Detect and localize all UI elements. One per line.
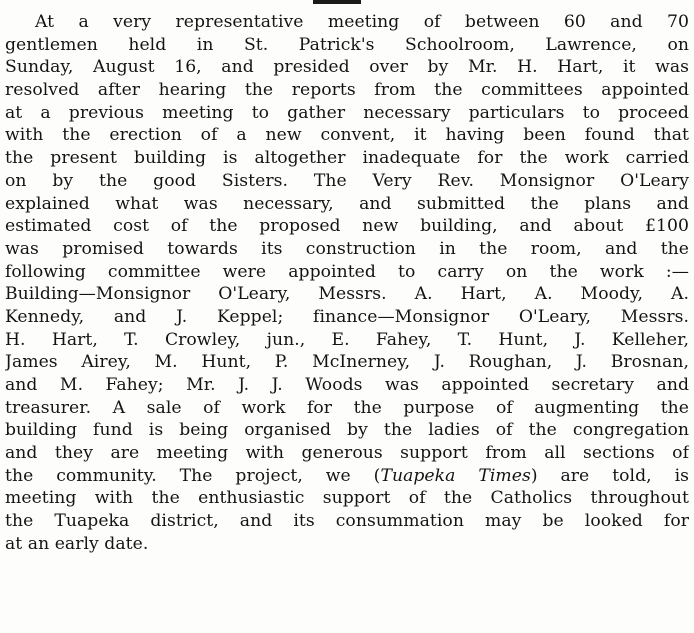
article-body [5, 11, 689, 556]
article-line: at a previous meeting to gather necessary particulars to proceed [5, 102, 689, 123]
article-line: At a very representative meeting of between 60 and 70 [35, 12, 689, 32]
article-line: on by the good Sisters. The Very Rev. Monsignor O'Leary [5, 170, 689, 191]
article-line: and M. Fahey; Mr. J. J. Woods was appointed secretary and [5, 375, 689, 395]
article-line: estimated cost of the proposed new building, and about £100 [5, 216, 689, 237]
article-line: resolved after hearing the reports from the committees appointed [5, 80, 689, 101]
article-line: treasurer. A sale of work for the purpose of augmenting the [5, 397, 689, 418]
article-line: the community. The project, we (Tuapeka Times) are told, is [5, 465, 689, 486]
article-line: at an early date. [5, 533, 149, 554]
article-line: gentlemen held in St. Patrick's Schoolroom, Lawrence, on [5, 34, 689, 55]
article-line: Kennedy, and J. Keppel; finance—Monsignor O'Leary, Messrs. [5, 306, 689, 327]
article-line: meeting with the enthusiastic support of the Catholics throughout [5, 488, 689, 509]
article-line: Building—Monsignor O'Leary, Messrs. A. Hart, A. Moody, A. [5, 284, 689, 305]
article-line: building fund is being organised by the ladies of the congregation [5, 420, 689, 441]
article-line: the Tuapeka district, and its consummation may be looked for [5, 511, 689, 532]
publication-name: Tuapeka Times [380, 465, 531, 486]
article-line: James Airey, M. Hunt, P. McInerney, J. Roughan, J. Brosnan, [5, 352, 689, 373]
article-line: the present building is altogether inadequate for the work carried [5, 148, 689, 169]
article-line: was promised towards its construction in the room, and the [5, 238, 689, 259]
column-rule [313, 0, 361, 4]
article-line: following committee were appointed to carry on the work :— [5, 261, 689, 282]
article-line: explained what was necessary, and submitted the plans and [5, 193, 689, 214]
article-line: Sunday, August 16, and presided over by Mr. H. Hart, it was [5, 57, 689, 78]
article-line: and they are meeting with generous support from all sections of [5, 443, 689, 464]
article-line: H. Hart, T. Crowley, jun., E. Fahey, T. Hunt, J. Kelleher, [5, 329, 689, 350]
article-line: with the erection of a new convent, it having been found that [5, 125, 689, 146]
